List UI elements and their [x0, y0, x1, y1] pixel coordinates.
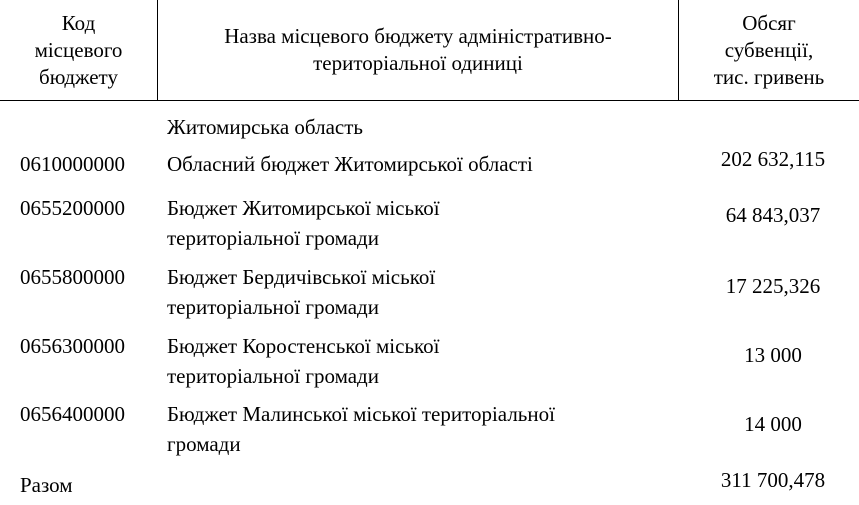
header-code-line: місцевого [34, 37, 123, 62]
budget-amount: 17 225,326 [725, 274, 821, 298]
table-header [0, 0, 859, 101]
budget-name-line: територіальної громади [167, 364, 379, 388]
budget-amount: 64 843,037 [725, 203, 821, 227]
total-amount: 311 700,478 [720, 468, 826, 492]
budget-name-line: Бюджет Малинської міської територіальної [167, 402, 555, 426]
budget-code: 0610000000 [20, 152, 125, 176]
region-name: Житомирська область [167, 115, 363, 139]
header-name-line: територіальної одиниці [313, 51, 523, 75]
header-amount-line: субвенції, [724, 37, 814, 62]
header-amount-line: тис. гривень [713, 64, 825, 89]
budget-name-line: територіальної громади [167, 226, 379, 250]
header-name [158, 0, 678, 100]
budget-code: 0655200000 [20, 196, 125, 220]
budget-name-line: територіальної громади [167, 295, 379, 319]
budget-name-line: Бюджет Коростенської міської [167, 334, 440, 358]
budget-amount: 13 000 [744, 343, 802, 367]
budget-name [167, 262, 647, 322]
header-name-line: Назва місцевого бюджету адміністративно- [224, 24, 612, 48]
budget-code: 0656400000 [20, 402, 125, 426]
budget-name [167, 399, 647, 459]
header-amount-line: Обсяг [742, 10, 796, 35]
budget-name [167, 193, 647, 253]
budget-name [167, 149, 647, 179]
total-label: Разом [20, 473, 73, 497]
budget-amount: 202 632,115 [720, 147, 826, 171]
header-code [0, 0, 157, 100]
header-amount [679, 0, 859, 100]
budget-name-line: Бюджет Житомирської міської [167, 196, 440, 220]
budget-amount: 14 000 [744, 412, 802, 436]
budget-name-line: громади [167, 432, 241, 456]
header-code-line: Код [61, 10, 96, 35]
budget-code: 0655800000 [20, 265, 125, 289]
budget-code: 0656300000 [20, 334, 125, 358]
budget-name-line: Обласний бюджет Житомирської області [167, 152, 533, 176]
budget-name-line: Бюджет Бердичівської міської [167, 265, 436, 289]
budget-name [167, 331, 647, 391]
header-code-line: бюджету [39, 64, 118, 89]
